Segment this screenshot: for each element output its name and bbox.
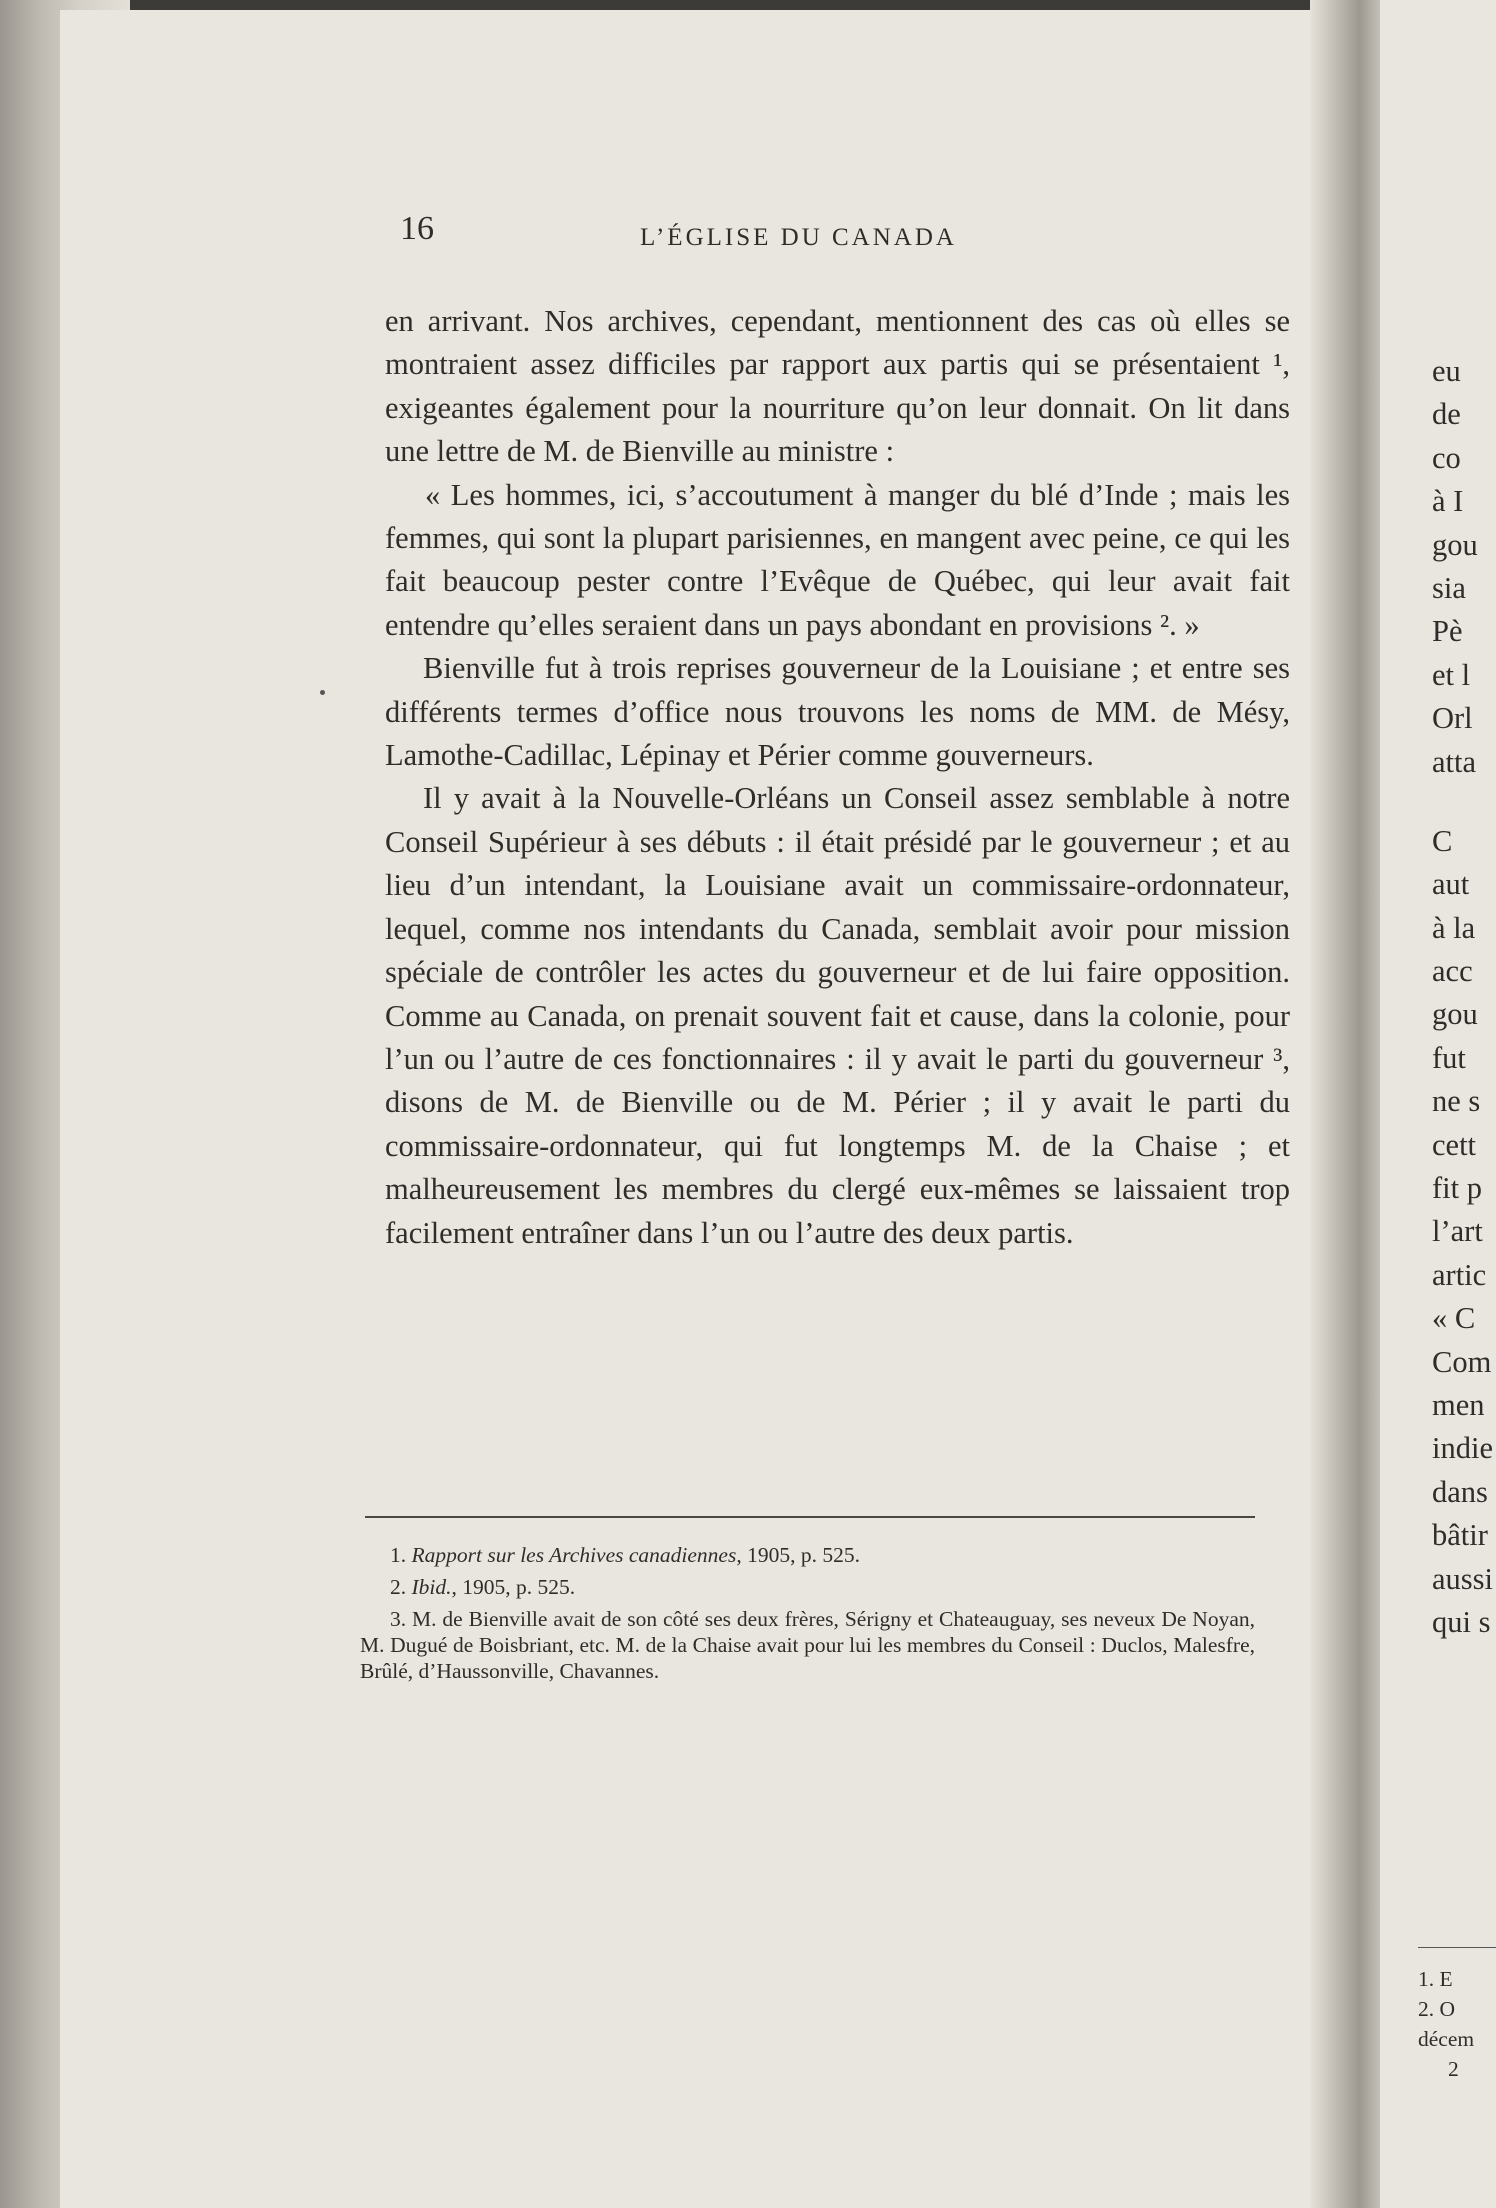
- facing-line: sia: [1432, 570, 1466, 605]
- footnote-3: 3. M. de Bienville avait de son côté ses deux frères, Sérigny et Chateauguay, ses neveux De Noyan, M. Dugué de Boisbriant, etc. M. de la Chaise avait pour lui les membres du Conseil : Duclos, Malesfre, Brûlé, d’Haussonville, Chavannes.: [360, 1607, 1255, 1683]
- facing-line: dans: [1432, 1474, 1488, 1509]
- page-number: 16: [400, 210, 434, 247]
- facing-line: men: [1432, 1387, 1485, 1422]
- facing-line: indie: [1432, 1431, 1493, 1466]
- facing-note: 2: [1448, 2057, 1459, 2081]
- facing-footnote-rule: [1418, 1947, 1496, 1948]
- facing-line: gou: [1432, 997, 1478, 1032]
- facing-line: l’art: [1432, 1214, 1483, 1249]
- facing-line: C: [1432, 823, 1453, 858]
- facing-line: bâtir: [1432, 1518, 1488, 1553]
- facing-line: Pè: [1432, 614, 1463, 649]
- footnote-1: [360, 1542, 1255, 1568]
- facing-note: 2. O: [1418, 1997, 1456, 2021]
- facing-line: acc: [1432, 954, 1473, 989]
- facing-line: co: [1432, 440, 1461, 475]
- facing-line: artic: [1432, 1257, 1487, 1292]
- ink-speck: [320, 690, 325, 695]
- footnote-source-detail: , 1905, p. 525.: [451, 1575, 576, 1599]
- facing-note: 1. E: [1418, 1967, 1453, 1991]
- facing-line: cett: [1432, 1127, 1477, 1162]
- footnote-source-detail: , 1905, p. 525.: [736, 1543, 860, 1567]
- facing-line: qui s: [1432, 1604, 1491, 1639]
- footnotes: [360, 1542, 1255, 1690]
- facing-line: Com: [1432, 1344, 1492, 1379]
- facing-line: fut: [1432, 1040, 1466, 1075]
- footnote-source-title: Ibid.: [411, 1575, 452, 1599]
- facing-line: et l: [1432, 657, 1471, 692]
- page-header: [400, 210, 1410, 260]
- facing-page: [1380, 0, 1496, 2208]
- facing-line: atta: [1432, 744, 1477, 779]
- paragraph: en arrivant. Nos archives, cependant, mentionnent des cas où elles se montraient assez difficiles par rapport aux partis qui se présentaient ¹, exigeantes également pour la nourriture qu’on leur donnait. On lit dans une lettre de M. de Bienville au ministre :: [385, 304, 1290, 469]
- facing-line: « C: [1432, 1301, 1476, 1336]
- paragraph: Bienville fut à trois reprises gouverneur de la Louisiane ; et entre ses différents termes d’office nous trouvons les noms de MM. de Mésy, Lamothe-Cadillac, Lépinay et Périer comme gouverneurs.: [385, 651, 1290, 773]
- main-text: [385, 300, 1290, 1255]
- footnote-rule: [365, 1516, 1255, 1518]
- facing-footnotes: [1418, 1964, 1474, 2084]
- footnote-2: [360, 1574, 1255, 1600]
- footnote-number: 1.: [390, 1543, 407, 1567]
- facing-line: aussi: [1432, 1561, 1493, 1596]
- facing-line: à la: [1432, 910, 1476, 945]
- facing-line: aut: [1432, 867, 1470, 902]
- facing-line: gou: [1432, 527, 1478, 562]
- footnote-source-title: Rapport sur les Archives canadiennes: [411, 1543, 737, 1567]
- footnote-number: 2.: [390, 1575, 407, 1599]
- running-title: L’ÉGLISE DU CANADA: [640, 224, 957, 251]
- facing-line: de: [1432, 397, 1461, 432]
- paragraph: Il y avait à la Nouvelle-Orléans un Conseil assez semblable à notre Conseil Supérieur à ses débuts : il était présidé par le gouverneur ; et au lieu d’un intendant, la Louisiane avait un commissaire-ordonnateur, lequel, comme nos intendants du Canada, semblait avoir pour mission spéciale de contrôler les actes du gouverneur et de lui faire opposition. Comme au Canada, on prenait souvent fait et cause, dans la colonie, pour l’un ou l’autre de ces fonctionnaires : il y avait le parti du gouverneur ³, disons de M. de Bienville ou de M. Périer ; il y avait le parti du commissaire-ordonnateur, qui fut longtemps M. de la Chaise ; et malheureusement les membres du clergé eux-mêmes se laissaient trop facilement entraîner dans l’un ou l’autre des deux partis.: [385, 781, 1290, 1250]
- quotation: « Les hommes, ici, s’accoutument à manger du blé d’Inde ; mais les femmes, qui sont la plupart parisiennes, en mangent avec peine, ce qui les fait beaucoup pester contre l’Evêque de Québec, qui leur avait fait entendre qu’elles seraient dans un pays abondant en provisions ². »: [385, 477, 1290, 642]
- facing-line: ne s: [1432, 1084, 1481, 1119]
- facing-page-text: [1432, 350, 1496, 1644]
- facing-line: eu: [1432, 354, 1461, 388]
- facing-line: Orl: [1432, 701, 1473, 736]
- facing-line: à I: [1432, 484, 1464, 519]
- facing-note: décem: [1418, 2027, 1475, 2051]
- facing-line: fit p: [1432, 1171, 1482, 1206]
